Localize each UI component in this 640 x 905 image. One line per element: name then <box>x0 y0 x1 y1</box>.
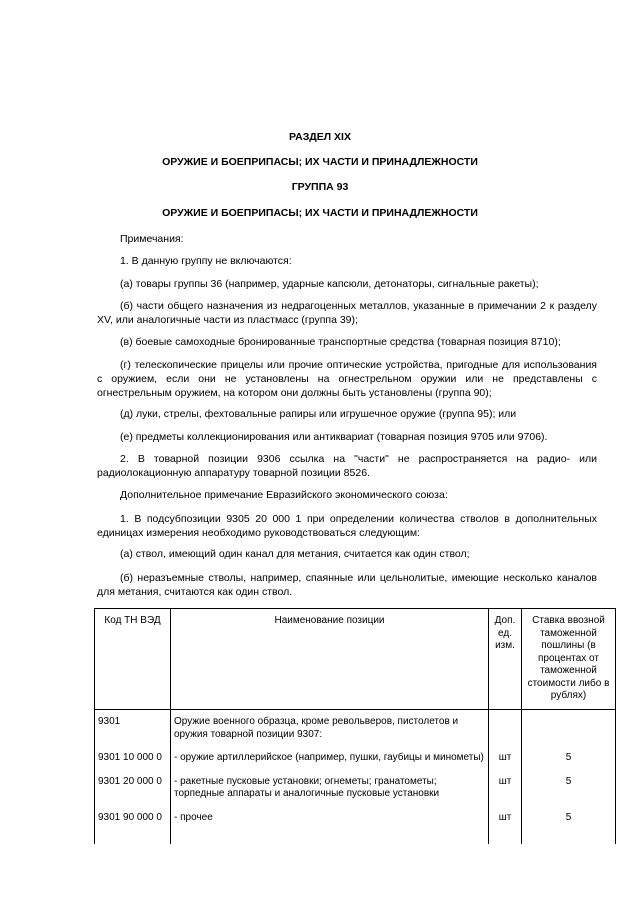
note-1-e: (е) предметы коллекционирования или антиквариат (товарная позиция 9705 или 9706). <box>120 431 548 443</box>
note-1-d: (д) луки, стрелы, фехтовальные рапиры или игрушечное оружие (группа 95); или <box>120 408 517 420</box>
additional-note-1-a: (а) ствол, имеющий один канал для метания, считается как один ствол; <box>120 548 470 560</box>
group-heading: ГРУППА 93 <box>291 181 349 193</box>
table-row <box>95 710 616 751</box>
row-code: 9301 90 000 0 <box>95 810 171 845</box>
section-title: ОРУЖИЕ И БОЕПРИПАСЫ; ИХ ЧАСТИ И ПРИНАДЛЕЖНОСТИ <box>162 156 478 168</box>
row-rate: 5 <box>522 750 616 774</box>
note-2: 2. В товарной позиции 9306 ссылка на "части" не распространяется на радио- или радиолокационную аппаратуру товарной позиции 8526. <box>97 453 597 479</box>
header-unit: Доп. ед. изм. <box>489 609 522 710</box>
row-name: - ракетные пусковые установки; огнеметы; гранатометы; торпедные аппараты и аналогичные пусковые установки <box>171 774 489 810</box>
note-1-g: (г) телескопические прицелы или прочие оптические устройства, пригодные для использования с оружием, если они не установлены на огнестрельном оружии или не представлены с огнестрельным оружием, на котором они должны быть установлены (группа 90); <box>97 359 597 399</box>
table-row <box>95 774 616 810</box>
note-1-b: (б) части общего назначения из недрагоценных металлов, указанные в примечании 2 к разделу XV, или аналогичные части из пластмасс (группа 39); <box>97 300 597 326</box>
note-1: 1. В данную группу не включаются: <box>120 255 292 267</box>
row-rate: 5 <box>522 810 616 845</box>
row-rate <box>522 710 616 751</box>
header-name: Наименование позиции <box>171 609 489 710</box>
additional-note-label: Дополнительное примечание Евразийского экономического союза: <box>120 489 448 501</box>
table-row <box>95 750 616 774</box>
section-heading: РАЗДЕЛ XIX <box>289 131 351 143</box>
row-name: - оружие артиллерийское (например, пушки, гаубицы и минометы) <box>171 750 489 774</box>
row-code: 9301 10 000 0 <box>95 750 171 774</box>
note-1-a: (а) товары группы 36 (например, ударные капсюли, детонаторы, сигнальные ракеты); <box>120 278 539 290</box>
group-title: ОРУЖИЕ И БОЕПРИПАСЫ; ИХ ЧАСТИ И ПРИНАДЛЕЖНОСТИ <box>162 207 478 219</box>
additional-note-1: 1. В подсубпозиции 9305 20 000 1 при определении количества стволов в дополнительных единицах измерения необходимо руководствоваться следующим: <box>97 513 597 539</box>
row-unit: шт <box>489 810 522 845</box>
row-rate: 5 <box>522 774 616 810</box>
row-unit: шт <box>489 750 522 774</box>
notes-label: Примечания: <box>120 233 184 245</box>
table-row <box>95 810 616 845</box>
row-unit: шт <box>489 774 522 810</box>
row-code: 9301 20 000 0 <box>95 774 171 810</box>
row-code: 9301 <box>95 710 171 751</box>
row-unit <box>489 710 522 751</box>
additional-note-1-b: (б) неразъемные стволы, например, спаянные или цельнолитые, имеющие несколько каналов для метания, считаются как один ствол. <box>97 572 597 598</box>
header-code: Код ТН ВЭД <box>95 609 171 710</box>
note-1-v: (в) боевые самоходные бронированные транспортные средства (товарная позиция 8710); <box>120 336 561 348</box>
row-name: Оружие военного образца, кроме револьверов, пистолетов и оружия товарной позиции 9307: <box>171 710 489 751</box>
row-name: - прочее <box>171 810 489 845</box>
table-header-row <box>95 609 616 710</box>
header-rate: Ставка ввозной таможенной пошлины (в процентах от таможенной стоимости либо в рублях) <box>522 609 616 710</box>
tariff-table <box>94 608 616 844</box>
